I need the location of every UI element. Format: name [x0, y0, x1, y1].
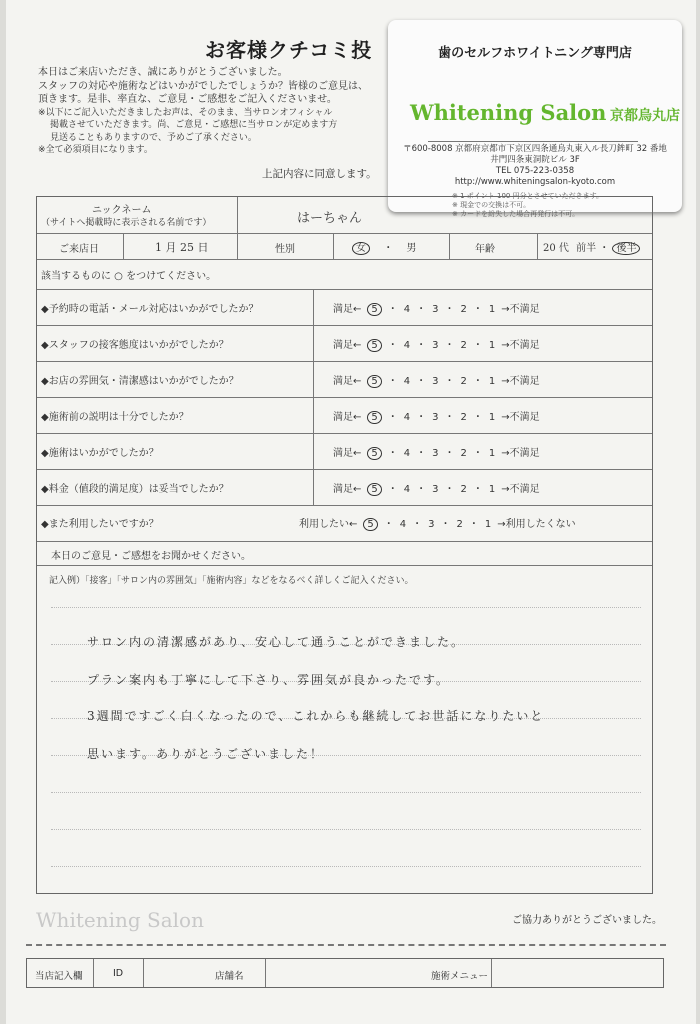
comment-line: サロン内の清潔感があり、安心して通うことができました。 [87, 635, 466, 649]
divider [265, 959, 266, 987]
divider [491, 959, 492, 987]
gender-female-option[interactable]: 女 [352, 242, 370, 255]
url-line: http://www.whiteningsalon-kyoto.com [454, 177, 616, 187]
age-field[interactable] [543, 239, 640, 254]
scale-right-label: →不満足 [501, 484, 540, 495]
scale-left-label: 満足← [333, 412, 362, 423]
age-value[interactable]: 20 代 [543, 243, 569, 254]
rating-5-selected[interactable]: 5 [367, 375, 381, 388]
question-label: ◆施術前の説明は十分でしたか？ [41, 412, 189, 423]
intro-note: ※全て必須項目になります。 [38, 145, 153, 155]
rating-option[interactable]: 1 [484, 519, 492, 530]
comment-line: プラン案内も丁寧にして下さり、雰囲気が良かったです。 [87, 673, 451, 687]
divider [237, 233, 238, 259]
store-label: 店舗名 [215, 971, 244, 982]
question-label: ◆お店の雰囲気・清潔感はいかがでしたか？ [41, 376, 239, 387]
age-early-option[interactable]: 前半 [576, 243, 597, 254]
separator: ・ [416, 484, 427, 495]
separator: ・ [387, 340, 398, 351]
question-label: ◆施術はいかがでしたか？ [41, 448, 159, 459]
rating-scale[interactable] [333, 300, 540, 316]
rating-option[interactable]: 2 [460, 304, 467, 315]
address-line: 井門四条東洞院ビル 3F [490, 155, 580, 165]
opinion-label: 本日のご意見・ご感想をお聞かせください。 [51, 551, 251, 562]
staff-label: 当店記入欄 [35, 971, 83, 982]
rating-scale[interactable] [333, 372, 540, 388]
reuse-scale[interactable] [299, 515, 576, 531]
separator: ・ [387, 304, 398, 315]
writing-line [51, 829, 641, 830]
point-card [388, 20, 682, 212]
rating-option[interactable]: 3 [432, 376, 439, 387]
card-address [388, 144, 682, 188]
footer-logo: Whitening Salon [36, 908, 204, 932]
gender-options[interactable] [352, 239, 416, 254]
divider [313, 433, 314, 469]
divider [143, 959, 144, 987]
divider [37, 433, 652, 434]
divider [313, 469, 314, 505]
separator: ・ [444, 304, 455, 315]
question-label: ◆予約時の電話・メール対応はいかがでしたか？ [41, 304, 259, 315]
separator: ・ [599, 243, 610, 254]
divider [313, 397, 314, 433]
id-label: ID [113, 968, 124, 979]
rating-option[interactable]: 2 [460, 376, 467, 387]
rating-option[interactable]: 4 [403, 448, 411, 459]
rating-scale[interactable] [333, 480, 540, 496]
rating-option[interactable]: 2 [456, 519, 463, 530]
separator: ・ [472, 376, 483, 387]
thanks-text: ご協力ありがとうございました。 [512, 915, 662, 926]
separator: ・ [468, 519, 479, 530]
divider [37, 505, 652, 506]
rating-option[interactable]: 4 [403, 340, 411, 351]
card-note: ※ カードを紛失した場合再発行は不可。 [452, 210, 580, 218]
rating-option[interactable]: 1 [488, 448, 496, 459]
divider [37, 289, 652, 290]
divider [333, 233, 334, 259]
rating-5-selected[interactable]: 5 [367, 303, 381, 316]
rating-option[interactable]: 3 [432, 448, 439, 459]
divider [313, 289, 314, 325]
scale-left-label: 満足← [333, 340, 362, 351]
divider [237, 197, 238, 233]
gender-label: 性別 [275, 244, 295, 255]
separator: ・ [444, 340, 455, 351]
separator: ・ [472, 448, 483, 459]
divider [37, 233, 652, 234]
card-note: ※ 1 ポイント 100 円分とさせていただきます。 [452, 192, 604, 200]
intro-note: 掲載させていただきます。尚、ご意見・ご感想に当サロンが定めます方 [50, 120, 338, 130]
scale-right-label: →不満足 [501, 412, 540, 423]
rating-scale[interactable] [333, 408, 540, 424]
rating-option[interactable]: 3 [432, 484, 439, 495]
separator: ・ [383, 243, 394, 254]
separator: ・ [472, 340, 483, 351]
intro-line: スタッフの対応や施術などはいかがでしたでしょうか？皆様のご意見は、 [38, 80, 368, 92]
divider [37, 541, 652, 542]
nickname-field[interactable]: はーちゃん [297, 211, 363, 226]
separator: ・ [444, 448, 455, 459]
cut-line [26, 944, 666, 946]
comment-line: 3週間ですごく白くなったので、これからも継続してお世話になりたいと [87, 709, 545, 723]
rating-option[interactable]: 2 [460, 448, 467, 459]
divider [449, 233, 450, 259]
comment-line: 思います。ありがとうございました！ [87, 747, 325, 761]
rating-option[interactable]: 4 [403, 376, 411, 387]
menu-label: 施術メニュー [431, 971, 489, 982]
scale-right-label: →不満足 [501, 376, 540, 387]
nickname-label: ニックネーム [92, 205, 152, 216]
divider [37, 259, 652, 260]
rating-option[interactable]: 1 [488, 340, 496, 351]
divider [37, 397, 652, 398]
separator: ・ [383, 519, 394, 530]
rating-option[interactable]: 1 [488, 412, 496, 423]
rating-5-selected[interactable]: 5 [367, 411, 381, 424]
intro-note: 見送ることもありますので、予めご了承ください。 [50, 132, 257, 143]
separator: ・ [416, 376, 427, 387]
intro-text [38, 66, 388, 157]
gender-male-option[interactable]: 男 [406, 243, 417, 254]
phone-line: TEL 075-223-0358 [495, 166, 575, 176]
separator: ・ [472, 412, 483, 423]
rating-option[interactable]: 1 [488, 304, 496, 315]
rating-option[interactable]: 4 [403, 412, 411, 423]
rating-option[interactable]: 3 [432, 340, 439, 351]
divider [37, 325, 652, 326]
intro-note: ※以下にご記入いただきましたお声は、そのまま、当サロンオフィシャル [38, 107, 333, 118]
staff-section [26, 958, 664, 988]
separator: ・ [387, 484, 398, 495]
scale-right-label: →不満足 [501, 304, 540, 315]
scale-right-label: →利用したくない [497, 519, 576, 530]
separator: ・ [387, 376, 398, 387]
rating-option[interactable]: 1 [488, 376, 496, 387]
age-label: 年齢 [475, 244, 495, 255]
rating-scale[interactable] [333, 444, 540, 460]
page-title: お客様クチコミ投 [205, 38, 373, 62]
circle-instruction: 該当するものに ○ をつけてください。 [41, 271, 217, 282]
age-late-option[interactable]: 後半 [612, 242, 640, 255]
survey-form [36, 196, 653, 894]
divider [313, 361, 314, 397]
divider [537, 233, 538, 259]
scale-left-label: 満足← [333, 376, 362, 387]
nickname-sublabel: （サイトへ掲載時に表示される名前です） [41, 218, 212, 228]
separator: ・ [412, 519, 423, 530]
divider [93, 959, 94, 987]
rating-option[interactable]: 4 [399, 519, 407, 530]
rating-option[interactable]: 3 [432, 412, 439, 423]
agreement-text: 上記内容に同意します。 [262, 168, 377, 180]
divider [37, 361, 652, 362]
rating-5-selected[interactable]: 5 [367, 339, 381, 352]
card-note: ※ 現金での交換は不可。 [452, 201, 531, 209]
rating-option[interactable]: 2 [460, 484, 467, 495]
scale-left-label: 満足← [333, 484, 362, 495]
address-line: 〒600-8008 京都府京都市下京区四条通烏丸東入ル長刀鉾町 32 番地 [403, 144, 667, 154]
writing-line [51, 866, 641, 867]
question-label: ◆スタッフの接客態度はいかがでしたか？ [41, 340, 229, 351]
separator: ・ [444, 484, 455, 495]
rating-option[interactable]: 1 [488, 484, 496, 495]
scale-left-label: 利用したい← [299, 519, 358, 530]
card-divider [428, 141, 638, 142]
brand-name: Whitening Salon [410, 100, 607, 125]
separator: ・ [444, 412, 455, 423]
separator: ・ [440, 519, 451, 530]
separator: ・ [387, 448, 398, 459]
rating-option[interactable]: 2 [460, 340, 467, 351]
separator: ・ [416, 304, 427, 315]
separator: ・ [472, 304, 483, 315]
rating-5-selected[interactable]: 5 [367, 447, 381, 460]
separator: ・ [472, 484, 483, 495]
shop-name: 京都烏丸店 [610, 108, 680, 124]
divider [313, 325, 314, 361]
question-label: ◆料金（値段的満足度）は妥当でしたか？ [41, 484, 229, 495]
scale-right-label: →不満足 [501, 448, 540, 459]
separator: ・ [444, 376, 455, 387]
scale-left-label: 満足← [333, 448, 362, 459]
intro-line: 本日はご来店いただき、誠にありがとうございました。 [38, 67, 288, 78]
rating-option[interactable]: 3 [432, 304, 439, 315]
reuse-question: ◆また利用したいですか？ [41, 519, 159, 530]
writing-line [51, 607, 641, 608]
writing-line [51, 792, 641, 793]
rating-5-selected[interactable]: 5 [363, 518, 377, 531]
visit-label: ご来店日 [59, 244, 99, 255]
separator: ・ [416, 340, 427, 351]
brand-logo [410, 100, 680, 134]
divider [37, 565, 652, 566]
scale-left-label: 満足← [333, 304, 362, 315]
example-text: 記入例）「接客」「サロン内の雰囲気」「施術内容」などをなるべく詳しくご記入ください。 [49, 576, 414, 586]
rating-5-selected[interactable]: 5 [367, 483, 381, 496]
separator: ・ [416, 412, 427, 423]
separator: ・ [416, 448, 427, 459]
divider [123, 233, 124, 259]
separator: ・ [387, 412, 398, 423]
card-heading: 歯のセルフホワイトニング専門店 [438, 46, 632, 61]
divider [37, 469, 652, 470]
rating-option[interactable]: 2 [460, 412, 467, 423]
rating-option[interactable]: 4 [403, 484, 411, 495]
rating-option[interactable]: 3 [428, 519, 435, 530]
rating-scale[interactable] [333, 336, 540, 352]
scale-right-label: →不満足 [501, 340, 540, 351]
intro-line: 頂きます。是非、率直な、ご意見・ご感想をご記入くださいませ。 [38, 94, 337, 105]
visit-date-field[interactable]: 1 月 25 日 [155, 241, 209, 254]
rating-option[interactable]: 4 [403, 304, 411, 315]
